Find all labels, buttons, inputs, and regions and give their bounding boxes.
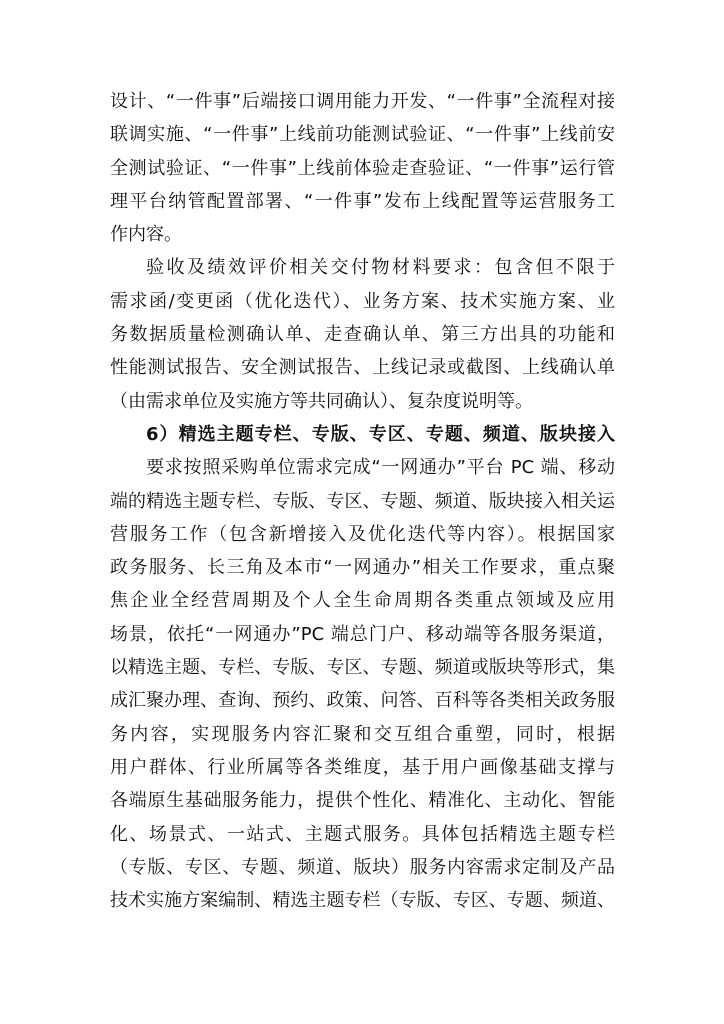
- text-line: 政务服务、长三角及本市“一网通办”相关工作要求，重点聚: [110, 557, 615, 579]
- text-line: 化、场景式、一站式、主题式服务。具体包括精选主题专栏: [110, 823, 615, 845]
- text-line: 用户群体、行业所属等各类维度，基于用户画像基础支撑与: [110, 756, 615, 778]
- text-line: 验收及绩效评价相关交付物材料要求：包含但不限于: [146, 257, 615, 279]
- text-line: 需求函/变更函（优化迭代）、业务方案、技术实施方案、业: [110, 290, 615, 312]
- text-line: 设计、“一件事”后端接口调用能力开发、“一件事”全流程对接: [110, 91, 615, 112]
- text-line: 端的精选主题专栏、专版、专区、专题、频道、版块接入相关运: [110, 490, 615, 512]
- text-line: 营服务工作（包含新增接入及优化迭代等内容）。根据国家: [110, 523, 615, 545]
- paragraph-acceptance-materials: [110, 251, 615, 417]
- text-line: 场景，依托“一网通办”PC 端总门户、移动端等各服务渠道，: [110, 623, 615, 645]
- text-line: 务数据质量检测确认单、走查确认单、第三方出具的功能和: [110, 324, 615, 346]
- text-line: （专版、专区、专题、频道、版块）服务内容需求定制及产品: [110, 856, 615, 878]
- paragraph-featured-topics-requirements: [110, 451, 615, 917]
- text-line: 要求按照采购单位需求完成“一网通办”平台 PC 端、移动: [146, 457, 615, 479]
- text-line: 理平台纳管配置部署、“一件事”发布上线配置等运营服务工: [110, 190, 615, 212]
- text-line: 务内容，实现服务内容汇聚和交互组合重塑，同时，根据: [110, 723, 615, 745]
- document-body: [110, 85, 615, 917]
- text-line: 以精选主题、专栏、专版、专区、专题、频道或版块等形式，集: [110, 657, 615, 679]
- text-line: （由需求单位及实施方等共同确认）、复杂度说明等。: [110, 390, 533, 412]
- section-heading-6: [110, 418, 615, 451]
- text-line: 各端原生基础服务能力，提供个性化、精准化、主动化、智能: [110, 790, 615, 812]
- text-line: 成汇聚办理、查询、预约、政策、问答、百科等各类相关政务服: [110, 690, 615, 712]
- text-line: 全测试验证、“一件事”上线前体验走查验证、“一件事”运行管: [110, 157, 615, 179]
- text-line: 作内容。: [110, 224, 182, 246]
- paragraph-deliverables-scope: [110, 85, 615, 251]
- text-line: 性能测试报告、安全测试报告、上线记录或截图、上线确认单: [110, 357, 615, 379]
- text-line: 焦企业全经营周期及个人全生命周期各类重点领域及应用: [110, 590, 615, 612]
- heading-text: 6）精选主题专栏、专版、专区、专题、频道、版块接入: [146, 423, 615, 445]
- text-line: 技术实施方案编制、精选主题专栏（专版、专区、专题、频道、: [110, 890, 615, 912]
- text-line: 联调实施、“一件事”上线前功能测试验证、“一件事”上线前安: [110, 124, 615, 146]
